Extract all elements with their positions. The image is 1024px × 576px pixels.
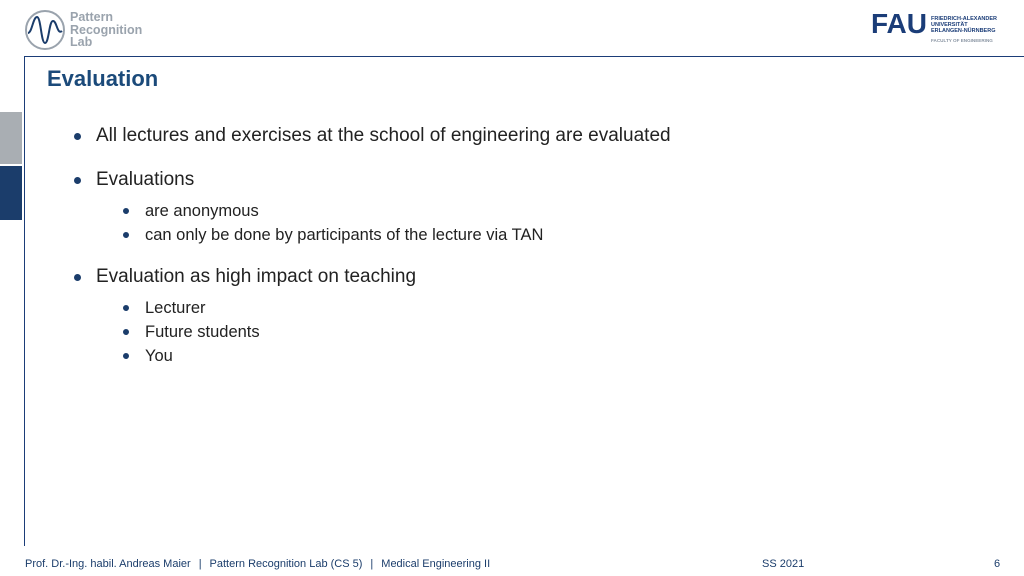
fau-faculty: FACULTY OF ENGINEERING <box>931 38 993 43</box>
side-tab-blue <box>0 166 22 220</box>
bullet-text: All lectures and exercises at the school of engineering are evaluated <box>96 125 671 146</box>
lab-name-line: Lab <box>70 35 93 49</box>
pattern-recognition-lab-logo-icon <box>24 9 66 51</box>
footer-author: Prof. Dr.-Ing. habil. Andreas Maier <box>25 558 191 570</box>
footer-course: Medical Engineering II <box>381 558 491 570</box>
sub-bullet-list <box>96 199 974 247</box>
bullet-text: Evaluation as high impact on teaching <box>96 266 417 287</box>
page-number: 6 <box>994 558 1001 570</box>
slide-footer <box>0 555 1024 573</box>
lab-name <box>70 11 170 49</box>
slide-header <box>0 0 1024 56</box>
footer-lab: Pattern Recognition Lab (CS 5) <box>209 558 363 570</box>
lab-name-line: Recognition <box>70 22 143 37</box>
side-tab-gray <box>0 112 22 164</box>
fau-name-line: ERLANGEN-NÜRNBERG <box>931 28 996 35</box>
fau-university-name <box>931 16 1003 35</box>
sub-bullet-item: Future students <box>123 320 974 344</box>
sub-bullet-item: are anonymous <box>123 199 974 223</box>
bullet-item <box>74 266 974 368</box>
fau-letters: FAU <box>871 8 927 39</box>
lab-name-line: Pattern <box>70 10 114 24</box>
footer-term: SS 2021 <box>762 558 805 570</box>
bullet-item <box>74 125 974 147</box>
bullet-item <box>74 169 974 247</box>
fau-logo <box>871 10 1001 46</box>
sub-bullet-item: can only be done by participants of the lecture via TAN <box>123 223 974 247</box>
fau-name-line: FRIEDRICH-ALEXANDER <box>931 16 997 22</box>
fau-name-line: UNIVERSITÄT <box>931 22 968 29</box>
bullet-list <box>74 125 974 368</box>
sub-bullet-item: You <box>123 344 974 368</box>
footer-separator: | <box>370 558 374 570</box>
footer-separator: | <box>198 558 202 570</box>
sub-bullet-item: Lecturer <box>123 296 974 320</box>
footer-credits <box>25 557 490 571</box>
bullet-text: Evaluations <box>96 169 195 190</box>
sub-bullet-list <box>96 296 974 368</box>
slide-title: Evaluation <box>47 66 159 91</box>
